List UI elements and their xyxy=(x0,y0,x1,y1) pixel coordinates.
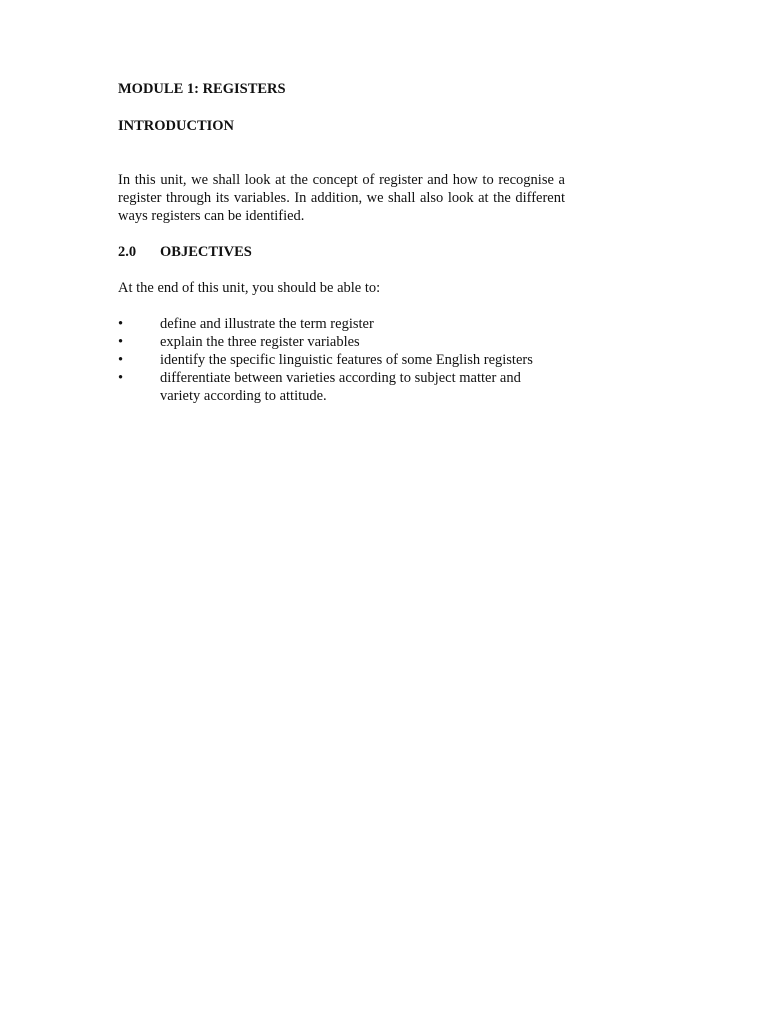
section-title: OBJECTIVES xyxy=(160,244,252,260)
list-item xyxy=(118,315,565,333)
list-item xyxy=(118,369,565,405)
list-item xyxy=(118,351,565,369)
bullet-icon: • xyxy=(118,352,124,368)
document-page xyxy=(118,80,565,405)
objective-text: differentiate between varieties according to subject matter and variety according to attitude. xyxy=(160,370,521,404)
section-number: 2.0 xyxy=(118,244,137,260)
introduction-paragraph: In this unit, we shall look at the concept of register and how to recognise a register through its variables. In addition, we shall also look at the different ways registers can be identified. xyxy=(118,172,565,224)
objectives-heading xyxy=(118,243,565,261)
bullet-icon: • xyxy=(118,334,124,350)
objectives-lead: At the end of this unit, you should be able to: xyxy=(118,280,381,296)
objective-text: define and illustrate the term register xyxy=(160,316,374,332)
list-item xyxy=(118,333,565,351)
introduction-heading: INTRODUCTION xyxy=(118,118,235,134)
bullet-icon: • xyxy=(118,316,124,332)
module-title: MODULE 1: REGISTERS xyxy=(118,81,286,97)
objective-text: identify the specific linguistic features of some English registers xyxy=(160,352,533,368)
objectives-list xyxy=(118,315,565,405)
objective-text: explain the three register variables xyxy=(160,334,360,350)
bullet-icon: • xyxy=(118,370,124,386)
